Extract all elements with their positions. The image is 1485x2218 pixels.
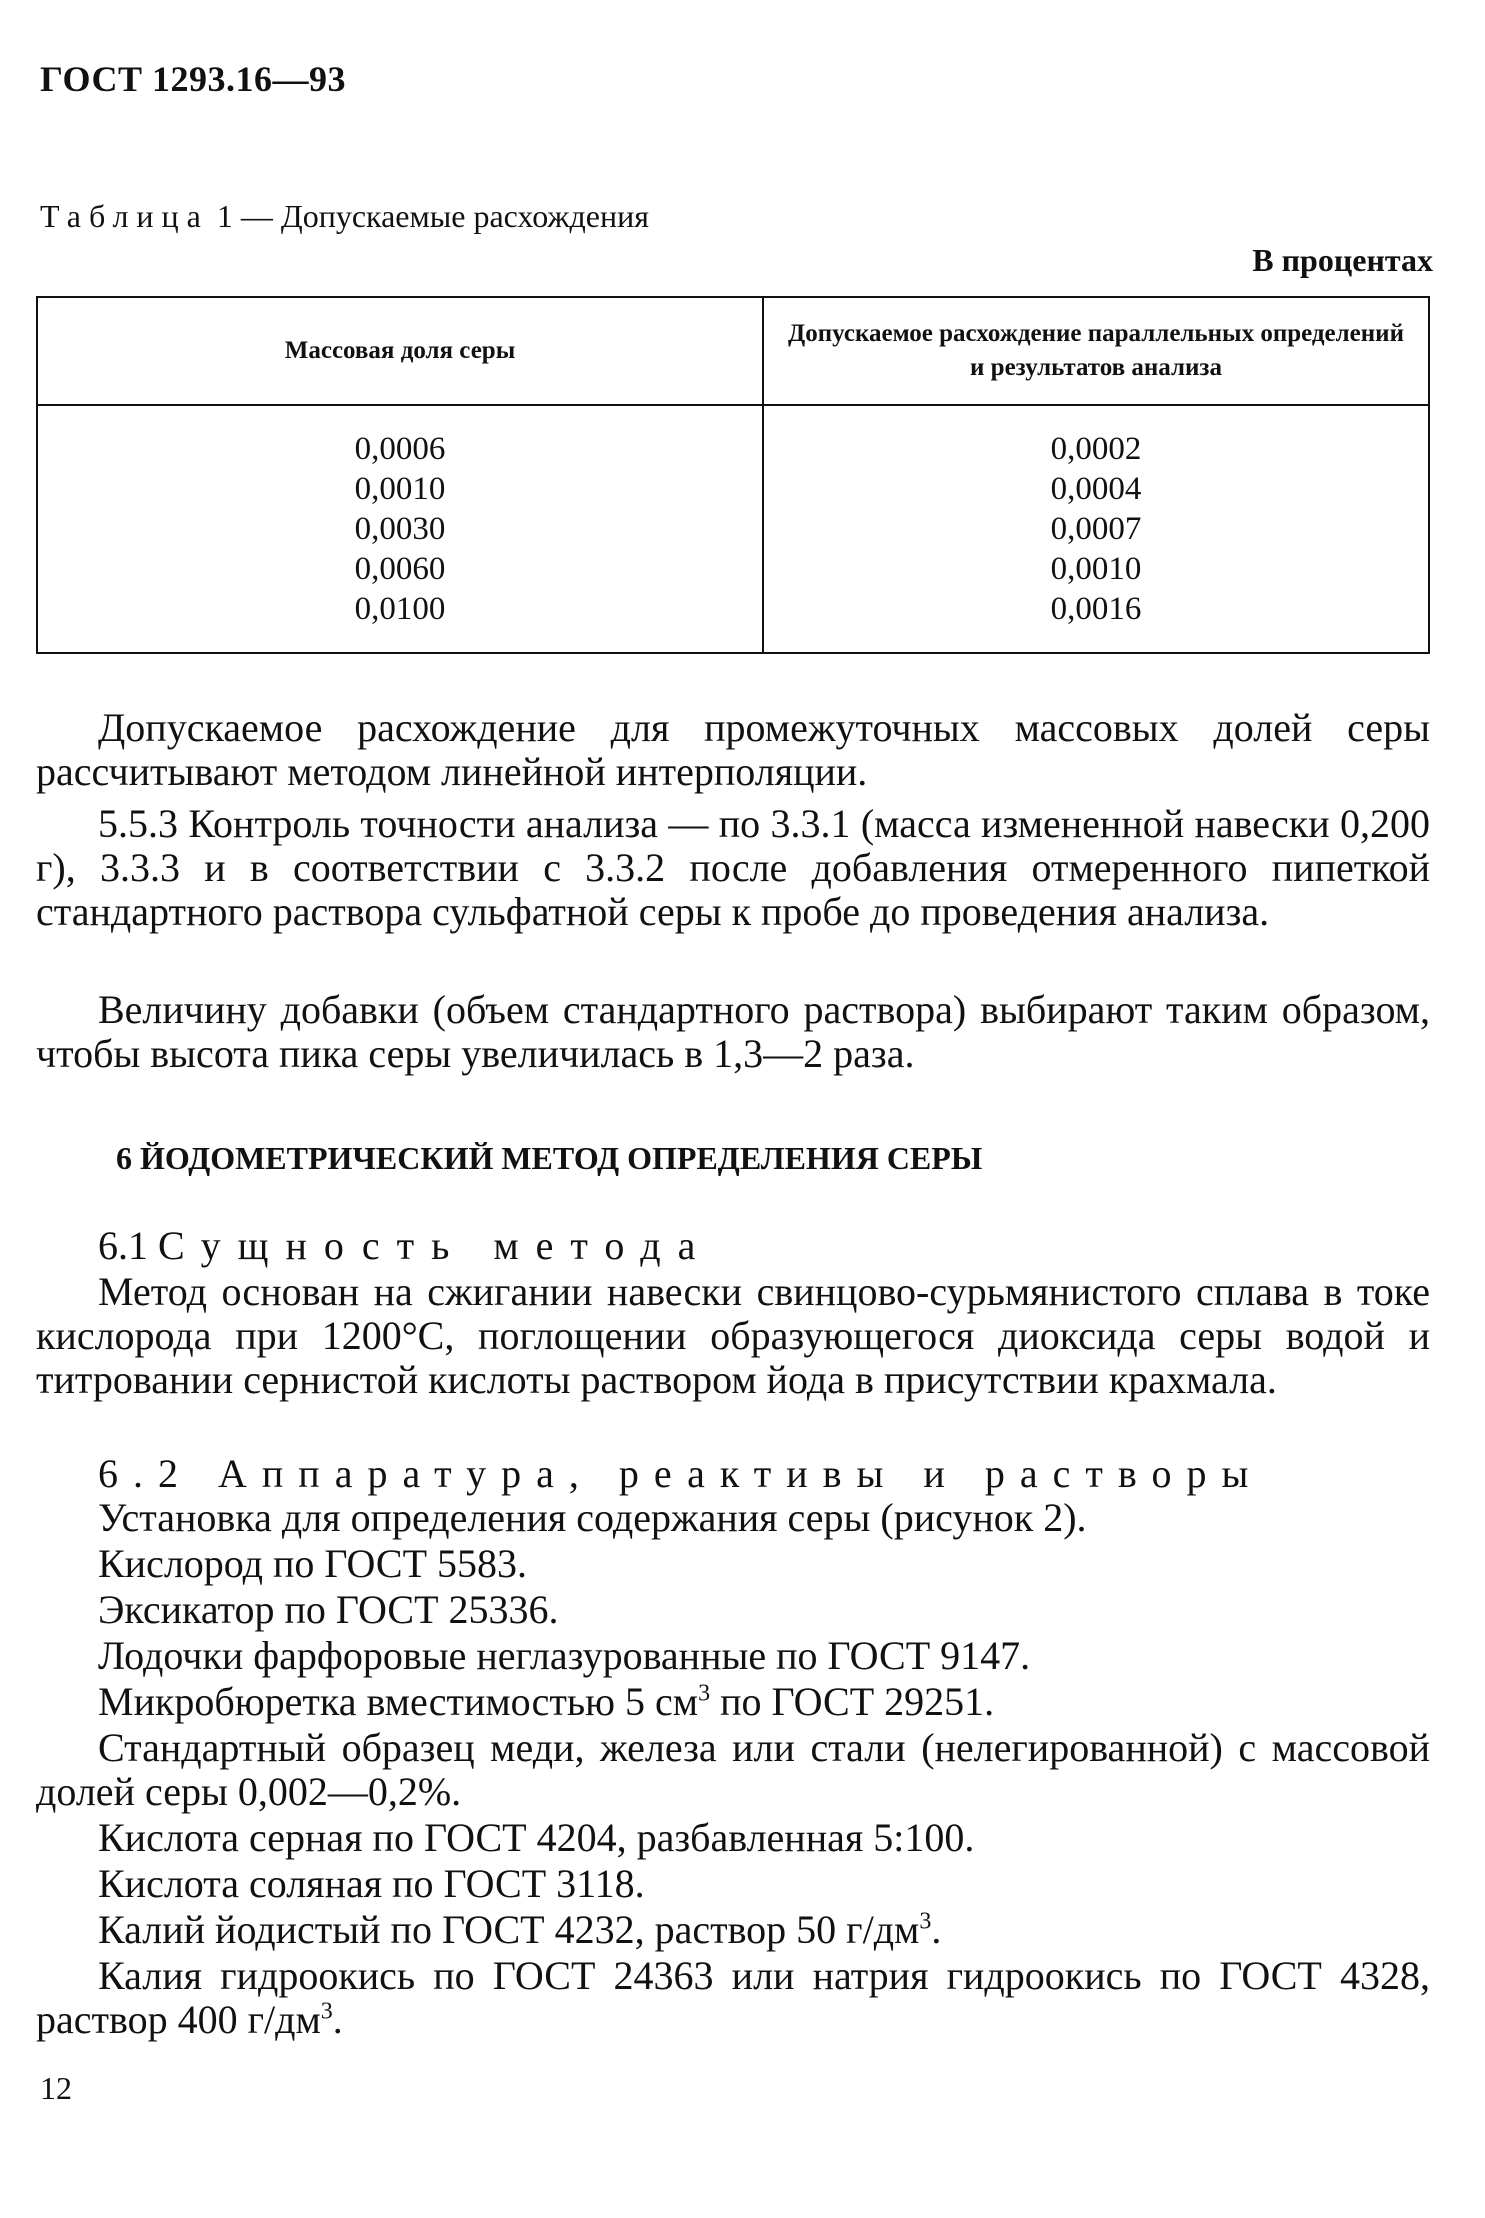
superscript: 3 (919, 1908, 932, 1935)
section-6-heading: 6 ЙОДОМЕТРИЧЕСКИЙ МЕТОД ОПРЕДЕЛЕНИЯ СЕРЫ (116, 1140, 983, 1176)
list-item-text: Микробюретка вместимостью 5 см (98, 1679, 699, 1724)
list-item-text: по ГОСТ 29251. (710, 1679, 995, 1724)
list-item: Кислота серная по ГОСТ 4204, разбавленная 5:100. (98, 1815, 975, 1860)
list-item: Стандартный образец меди, железа или стали (нелегированной) с массовой долей серы 0,002—0,2%. (36, 1725, 1430, 1814)
tolerance-cell (763, 405, 1429, 653)
table-value: 0,0006 (354, 431, 446, 467)
subsection-title: Сущность метода (158, 1223, 713, 1268)
list-item: Лодочки фарфоровые неглазурованные по ГОСТ 9147. (98, 1633, 1031, 1678)
paragraph-text: Величину добавки (объем стандартного раствора) выбирают таким образом, чтобы высота пика серы увеличилась в 1,3—2 раза. (36, 987, 1430, 1076)
subsection-6-1-heading (98, 1222, 712, 1269)
paragraph-text: Метод основан на сжигании навески свинцово-сурьмянистого сплава в токе кислорода при 1200°С, поглощении образующегося диоксида серы водой и титровании сернистой кислоты раствором йода в присутствии крахмала. (36, 1269, 1430, 1402)
list-item: Установка для определения содержания серы (рисунок 2). (98, 1495, 1087, 1540)
paragraph-text: 5.5.3 Контроль точности анализа — по 3.3.1 (масса измененной навески 0,200 г), 3.3.3 и в соответствии с 3.3.2 после добавления отмеренного пипеткой стандартного раствора сульфатной серы к пробе до проведения анализа. (36, 801, 1430, 934)
column-header-tolerance: Допускаемое расхождение параллельных определений и результатов анализа (763, 297, 1429, 405)
table-value: 0,0016 (1050, 591, 1142, 627)
table-value: 0,0100 (354, 591, 446, 627)
paragraph-5-5-3 (36, 802, 1430, 934)
table-value: 0,0004 (1050, 471, 1142, 507)
paragraph-text: Допускаемое расхождение для промежуточных массовых долей серы рассчитывают методом линейной интерполяции. (36, 705, 1430, 794)
table-unit: В процентах (1252, 242, 1433, 278)
list-item (36, 1954, 1430, 2042)
list-item: Кислород по ГОСТ 5583. (98, 1541, 528, 1586)
list-item-text: . (931, 1907, 942, 1952)
paragraph-interpolation (36, 706, 1430, 794)
superscript: 3 (698, 1680, 711, 1707)
list-item-text: Калий йодистый по ГОСТ 4232, раствор 50 г/дм (98, 1907, 920, 1952)
document-header: ГОСТ 1293.16—93 (40, 59, 346, 99)
table-value: 0,0002 (1050, 431, 1142, 467)
table-value: 0,0007 (1050, 511, 1142, 547)
subsection-number: 6.1 (98, 1223, 148, 1268)
table-caption (40, 198, 649, 235)
page-number: 12 (40, 2070, 72, 2106)
sulfur-fraction-cell (37, 405, 763, 653)
paragraph-additive (36, 988, 1430, 1076)
subsection-6-2-heading: 6.2 Аппаратура, реактивы и растворы (98, 1451, 1264, 1496)
superscript: 3 (320, 1998, 333, 2025)
tolerance-table (36, 296, 1430, 654)
list-item-text: Калия гидроокись по ГОСТ 24363 или натрия гидроокись по ГОСТ 4328, раствор 400 г/дм (36, 1953, 1430, 2042)
reagents-list (36, 1496, 1430, 2044)
list-item: Кислота соляная по ГОСТ 3118. (98, 1861, 645, 1906)
list-item (36, 1680, 1430, 1724)
table-caption-word: Таблица (40, 198, 209, 234)
table-value: 0,0060 (354, 551, 446, 587)
table-value: 0,0010 (1050, 551, 1142, 587)
table-caption-title: 1 — Допускаемые расхождения (216, 198, 649, 234)
table-value: 0,0010 (354, 471, 446, 507)
list-item-text: . (332, 1997, 343, 2042)
table-value: 0,0030 (354, 511, 446, 547)
list-item: Эксикатор по ГОСТ 25336. (98, 1587, 559, 1632)
column-header-sulfur-fraction: Массовая доля серы (37, 297, 763, 405)
list-item (36, 1908, 1430, 1952)
paragraph-method-essence (36, 1270, 1430, 1402)
